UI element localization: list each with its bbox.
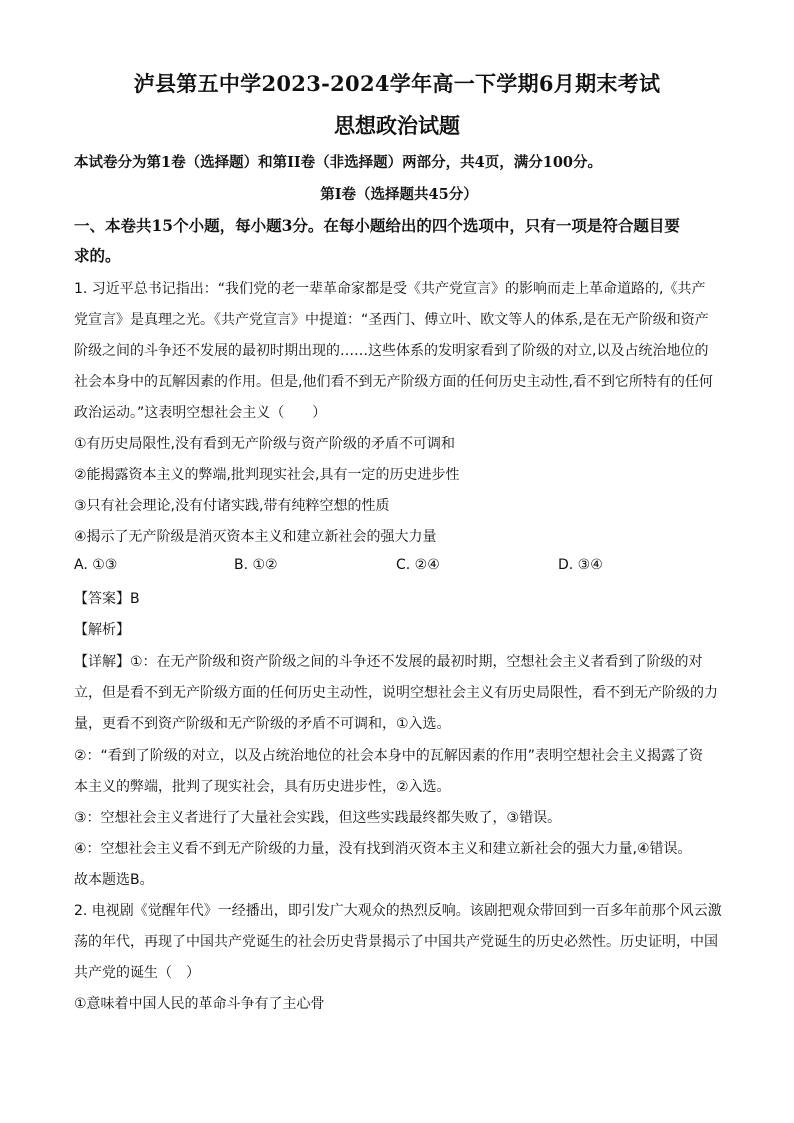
q2-stem-line: 荡的年代，再现了中国共产党诞生的社会历史背景揭示了中国共产党诞生的历史必然性。历史证明，中国 bbox=[74, 934, 718, 950]
q1-stem-line: 政治运动。”这表明空想社会主义（ ） bbox=[74, 405, 327, 421]
q1-statement: ④揭示了无产阶级是消灭资本主义和建立新社会的强大力量 bbox=[74, 529, 437, 545]
q1-option-a: A. ①③ bbox=[74, 557, 118, 573]
q1-stem-line: 1. 习近平总书记指出：“我们党的老一辈革命家都是受《共产党宣言》的影响而走上革命道路的,《共产 bbox=[74, 281, 706, 297]
q2-stem-line: 共产党的诞生（ ） bbox=[74, 965, 200, 981]
section-instructions-line1: 一、本卷共15个小题，每小题3分。在每小题给出的四个选项中，只有一项是符合题目要 bbox=[74, 216, 680, 235]
q1-explanation-line: 本主义的弊端，批判了现实社会，具有历史进步性，②入选。 bbox=[74, 779, 451, 795]
q1-option-b: B. ①② bbox=[234, 557, 278, 573]
q1-explanation-line: ③：空想社会主义者进行了大量社会实践，但这些实践最终都失败了，③错误。 bbox=[74, 810, 562, 826]
exam-title: 泸县第五中学2023-2024学年高一下学期6月期末考试 bbox=[133, 71, 661, 96]
section-instructions-line2: 求的。 bbox=[74, 246, 121, 265]
q1-explanation-line: ④：空想社会主义看不到无产阶级的力量，没有找到消灭资本主义和建立新社会的强大力量,④错误。 bbox=[74, 841, 692, 857]
q1-explanation-line: 【详解】①：在无产阶级和资产阶级之间的斗争还不发展的最初时期，空想社会主义者看到了阶级的对 bbox=[74, 654, 703, 670]
q1-stem-line: 社会本身中的瓦解因素的作用。但是,他们看不到无产阶级方面的任何历史主动性,看不到它所特有的任何 bbox=[74, 374, 713, 390]
q1-statement: ①有历史局限性,没有看到无产阶级与资产阶级的矛盾不可调和 bbox=[74, 436, 455, 452]
q1-option-c: C. ②④ bbox=[396, 557, 440, 573]
q1-analysis-label: 【解析】 bbox=[74, 622, 130, 638]
q1-option-d: D. ③④ bbox=[558, 557, 603, 573]
q1-explanation-line: 量，更看不到资产阶级和无产阶级的矛盾不可调和，①入选。 bbox=[74, 716, 451, 732]
q1-explanation-line: 故本题选B。 bbox=[74, 872, 154, 888]
q1-stem-line: 阶级之间的斗争还不发展的最初时期出现的……这些体系的发明家看到了阶级的对立,以及占统治地位的 bbox=[74, 343, 709, 359]
exam-note: 本试卷分为第1卷（选择题）和第II卷（非选择题）两部分，共4页，满分100分。 bbox=[74, 154, 603, 171]
q1-answer: 【答案】B bbox=[74, 591, 140, 607]
q1-explanation-line: ②：“看到了阶级的对立，以及占统治地位的社会本身中的瓦解因素的作用”表明空想社会主义揭露了资 bbox=[74, 748, 704, 764]
part-heading: 第I卷（选择题共45分） bbox=[320, 186, 478, 203]
q1-statement: ②能揭露资本主义的弊端,批判现实社会,具有一定的历史进步性 bbox=[74, 467, 460, 483]
q2-statement: ①意味着中国人民的革命斗争有了主心骨 bbox=[74, 996, 325, 1012]
exam-subtitle: 思想政治试题 bbox=[334, 113, 460, 138]
q1-explanation-line: 立，但是看不到无产阶级方面的任何历史主动性，说明空想社会主义有历史局限性，看不到无产阶级的力 bbox=[74, 685, 718, 701]
q1-stem-line: 党宣言》是真理之光。《共产党宣言》中提道：“圣西门、傅立叶、欧文等人的体系,是在无产阶级和资产 bbox=[74, 312, 709, 328]
q2-stem-line: 2. 电视剧《觉醒年代》一经播出，即引发广大观众的热烈反响。该剧把观众带回到一百多年前那个风云激 bbox=[74, 903, 722, 919]
q1-statement: ③只有社会理论,没有付诸实践,带有纯粹空想的性质 bbox=[74, 498, 390, 514]
